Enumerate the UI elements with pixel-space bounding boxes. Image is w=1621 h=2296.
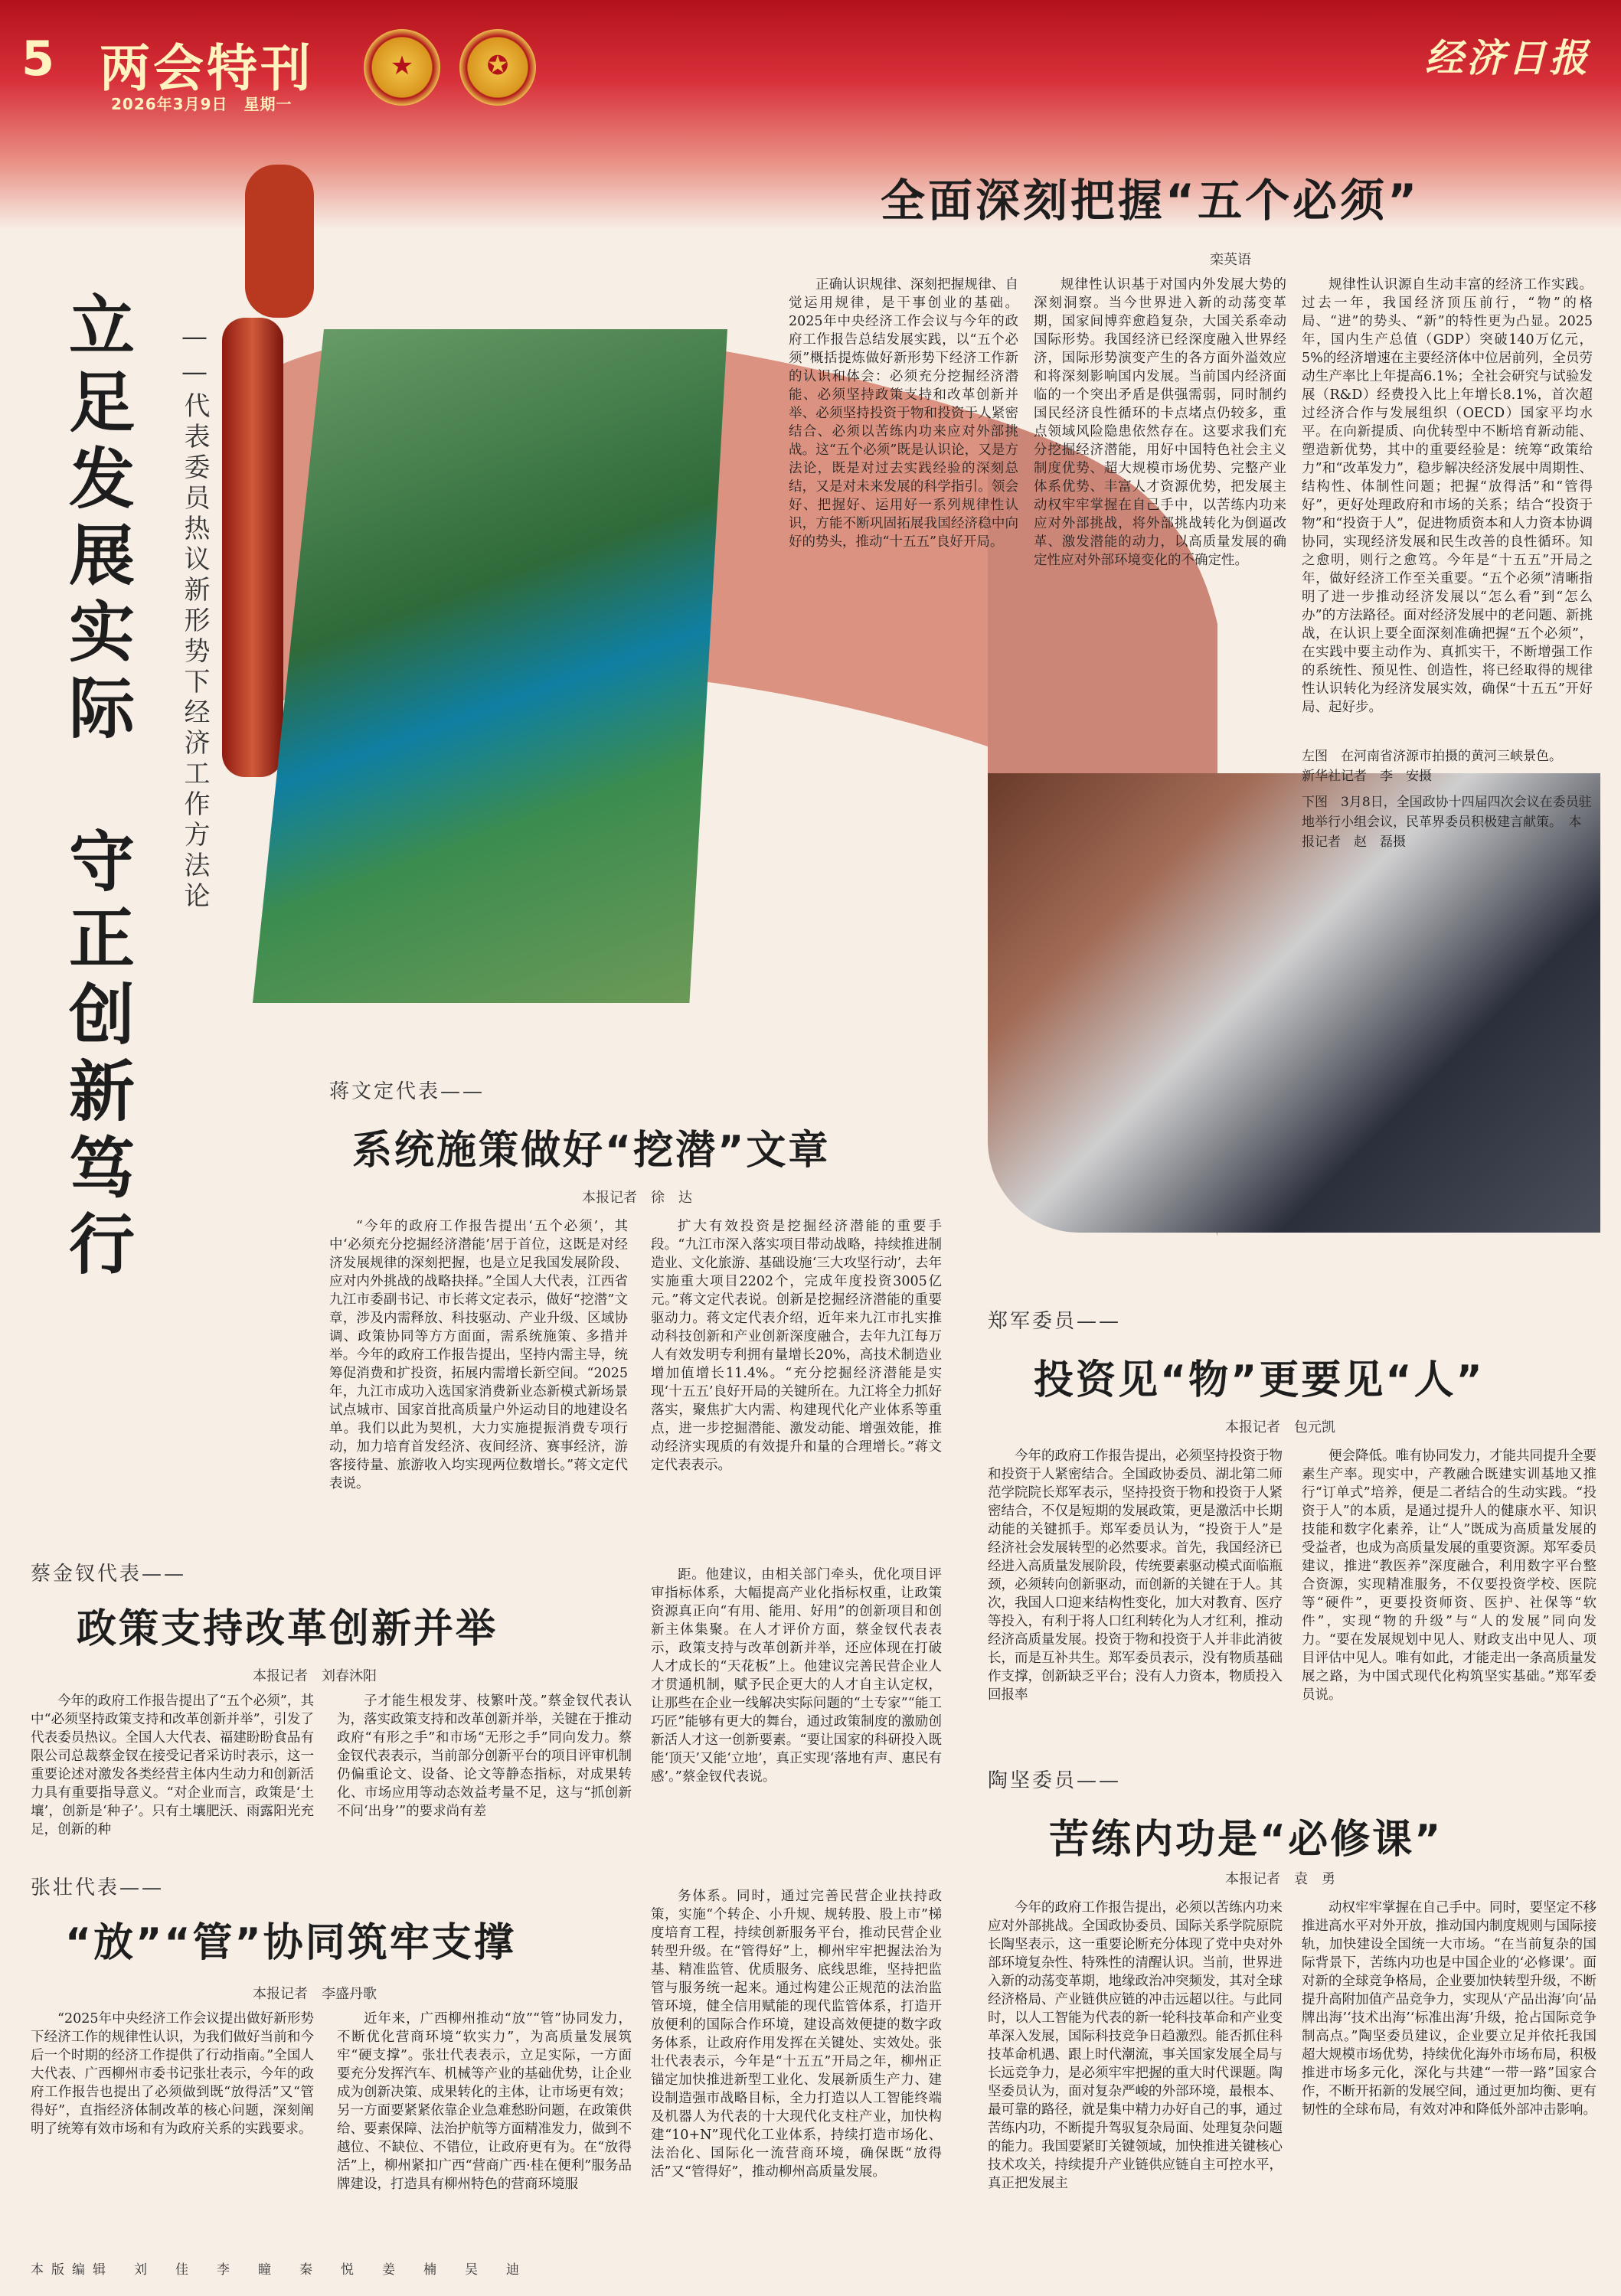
story5-col2: 近年来，广西柳州推动“放”“管”协同发力，不断优化营商环境“软实力”，为高质量发展筑牢“硬支撑”。张壮代表表示，立足实际，一方面要充分发挥汽车、机械等产业的基础优势，让企业成为创新决策、成果转化的主体，让市场更有效；另一方面要紧紧依靠企业急难愁盼问题，在政策供给、要素保障、法治护航等方面精准发力，做到不越位、不缺位、不错位，让政府更有为。在“放得活”上，柳州紧扣广西“营商广西·桂在便利”服务品牌建设，打造具有柳州特色的营商环境服	[337, 2011, 632, 2192]
main-article-author: 栾英语	[1210, 252, 1251, 268]
story5-label: 张壮代表——	[31, 1876, 165, 1899]
story5-col1: “2025年中央经济工作会议提出做好新形势下经济工作的规律性认识，为我们做好当前和今后一个时期的经济工作提供了行动指南。”全国人大代表、广西柳州市委书记张壮表示，今年的政府工作报告也提出了必须做到既“放得活”又“管得好”，直指经济体制改革的核心问题，深刻阐明了统筹有效市场和有为政府关系的实践要求。	[31, 2011, 314, 2137]
story1-title: 系统施策做好“挖潜”文章	[352, 1128, 831, 1174]
story2-label: 郑军委员——	[988, 1310, 1122, 1333]
lead-headline: 立足发展实际 守正创新笃行	[57, 291, 134, 1286]
story3-col3: 距。他建议，由相关部门牵头，优化项目评审指标体系，大幅提高产业化指标权重，让政策资源真正向“有用、能用、好用”的创新项目和创新主体集聚。在人才评价方面，蔡金钗代表表示，政策支持与改革创新并举，还应体现在打破人才成长的“天花板”上。他建议完善民营企业人才贯通机制，赋予民企更大的人才自主认定权，让那些在企业一线解决实际问题的“土专家”“能工巧匠”能够有更大的舞台，通过政策制度的激励创新活人才这一创新要素。“要让国家的科研投入既能‘顶天’又能‘立地’，真正实现‘落地有声、惠民有感’。”蔡金钗代表说。	[651, 1567, 942, 1785]
national-emblem-icon: ★	[364, 29, 440, 106]
photo-caption-left: 左图 在河南省济源市拍摄的黄河三峡景色。 新华社记者 李 安摄	[1302, 749, 1582, 784]
story4-byline: 本报记者 袁 勇	[1225, 1871, 1335, 1887]
story1-col2: 扩大有效投资是挖掘经济潜能的重要手段。“九江市深入落实项目带动战略，持续推进制造业、文化旅游、基础设施‘三大攻坚行动’，去年实施重大项目2202个，完成年度投资3005亿元。”蒋文定代表说。创新是挖掘经济潜能的重要驱动力。蒋文定代表介绍，近年来九江市扎实推动科技创新和产业创新深度融合，去年九江每万人有效发明专利拥有量增长20%，高技术制造业增加值增长11.4%。“充分挖掘经济潜能是实现‘十五五’良好开局的关键所在。九江将全力抓好落实，聚焦扩大内需、构建现代化产业体系等重点，进一步挖掘潜能、激发动能、增强效能，推动经济实现质的有效提升和量的合理增长。”蒋文定代表表示。	[651, 1219, 942, 1473]
cppcc-emblem-icon: ✪	[459, 29, 536, 106]
story3-byline: 本报记者 刘春沐阳	[253, 1668, 377, 1684]
story2-col1: 今年的政府工作报告提出，必须坚持投资于物和投资于人紧密结合。全国政协委员、湖北第二师范学院院长郑军表示，坚持投资于物和投资于人紧密结合，不仅是短期的发展政策，更是激活中长期动能的关键抓手。郑军委员认为，“投资于人”是经济社会发展转型的必然要求。首先，我国经济已经进入高质量发展阶段，传统要素驱动模式面临瓶颈，必须转向创新驱动，而创新的关键在于人。其次，我国人口迎来结构性变化，加大对教育、医疗等投入，有利于将人口红利转化为人才红利，推动经济高质量发展。投资于物和投资于人并非此消彼长，而是互补共生。郑军委员表示，没有物质基础作支撑，创新缺乏平台；没有人力资本，物质投入回报率	[988, 1448, 1283, 1703]
story4-col1: 今年的政府工作报告提出，必须以苦练内功来应对外部挑战。全国政协委员、国际关系学院原院长陶坚表示，这一重要论断充分体现了党中央对外部环境复杂性、特殊性的清醒认识。当前，世界进入新的动荡变革期，地缘政治冲突频发，其对全球经济格局、产业链供应链的冲击远超以往。与此同时，以人工智能为代表的新一轮科技革命和产业变革深入发展，国际科技竞争日趋激烈。能否抓住科技革命机遇、跟上时代潮流，事关国家发展全局与长远竞争力，是必须牢牢把握的重大时代课题。陶坚委员认为，面对复杂严峻的外部环境，最根本、最可靠的路径，就是集中精力办好自己的事，通过苦练内功，不断提升驾驭复杂局面、处理复杂问题的能力。我国要紧盯关键领域，加快推进关键核心技术攻关，持续提升产业链供应链自主可控水平，真正把发展主	[988, 1900, 1283, 2191]
photo-caption-right: 下图 3月8日，全国政协十四届四次会议在委员驻地举行小组会议，民革界委员积极建言献策。 本报记者 赵 磊摄	[1302, 795, 1592, 850]
story3-col1: 今年的政府工作报告提出了“五个必须”，其中“必须坚持政策支持和改革创新并举”，引发了代表委员热议。全国人大代表、福建盼盼食品有限公司总裁蔡金钗在接受记者采访时表示，这一重要论述对激发各类经营主体内生动力和创新活力具有重要指导意义。“对企业而言，政策是‘土壤’，创新是‘种子’。只有土壤肥沃、雨露阳光充足，创新的种	[31, 1693, 314, 1837]
story4-title: 苦练内功是“必修课”	[1049, 1817, 1443, 1863]
story2-title: 投资见“物”更要见“人”	[1034, 1357, 1485, 1403]
story2-col2: 便会降低。唯有协同发力，才能共同提升全要素生产率。现实中，产教融合既建实训基地又推行“订单式”培养，便是二者结合的生动实践。“投资于人”的本质，是通过提升人的健康水平、知识技能和数字化素养，让“人”既成为高质量发展的受益者，也成为高质量发展的重要资源。郑军委员建议，推进“教医养”深度融合，利用数字平台整合资源，实现精准服务，不仅要投资学校、医院等“硬件”，更要投资师资、医护、社保等“软件”，实现“物的升级”与“人的发展”同向发力。“要在发展规划中见人、财政支出中见人、项目评估中见人。唯有如此，才能走出一条高质量发展之路，为中国式现代化构筑坚实基础。”郑军委员说。	[1302, 1448, 1596, 1703]
main-article-col1: 正确认识规律、深刻把握规律、自觉运用规律，是干事创业的基础。2025年中央经济工作会议与今年的政府工作报告总结发展实践，以“五个必须”概括提炼做好新形势下经济工作新的认识和体会：必须充分挖掘经济潜能、必须坚持政策支持和改革创新并举、必须坚持投资于物和投资于人紧密结合、必须以苦练内功来应对外部挑战。这“五个必须”既是认识论，又是方法论，既是对过去实践经验的深刻总结，又是对未来发展的科学指引。领会好、把握好、运用好一系列规律性认识，方能不断巩固拓展我国经济稳中向好的势头，推动“十五五”良好开局。	[789, 277, 1018, 550]
story2-byline: 本报记者 包元凯	[1225, 1419, 1335, 1435]
story3-label: 蔡金钗代表——	[31, 1563, 187, 1586]
story5-byline: 本报记者 李盛丹歌	[253, 1986, 377, 2002]
story1-byline: 本报记者 徐 达	[582, 1190, 692, 1206]
story3-col2: 子才能生根发芽、枝繁叶茂。”蔡金钗代表认为，落实政策支持和改革创新并举，关键在于推动政府“有形之手”和市场“无形之手”同向发力。蔡金钗代表表示，当前部分创新平台的项目评审机制仍偏重论文、设备、论文等静态指标，对成果转化、市场应用等动态效益考量不足，这与“抓创新不问‘出身’”的要求尚有差	[337, 1693, 632, 1819]
main-article-col2: 规律性认识基于对国内外发展大势的深刻洞察。当今世界进入新的动荡变革期，国家间博弈愈趋复杂，大国关系牵动国际形势。我国经济已经深度融入世界经济，国际形势演变产生的各方面外溢效应和将深刻影响国内发展。当前国内经济面临的一个突出矛盾是供强需弱，同时制约国民经济良性循环的卡点堵点仍较多，重点领域风险隐患依然存在。这要求我们充分挖掘经济潜能，用好中国特色社会主义制度优势、超大规模市场优势、完整产业体系优势、丰富人才资源优势，把发展主动权牢牢掌握在自己手中，以苦练内功来应对外部挑战，将外部挑战转化为倒逼改革、激发潜能的动力，以高质量发展的确定性应对外部环境变化的不确定性。	[1034, 277, 1286, 568]
main-article-title: 全面深刻把握“五个必须”	[881, 175, 1420, 227]
section-title: 两会特刊	[100, 38, 314, 98]
page-number: 5	[21, 31, 55, 87]
story1-label: 蒋文定代表——	[329, 1080, 485, 1103]
story1-col1: “今年的政府工作报告提出‘五个必须’，其中‘必须充分挖掘经济潜能’居于首位，这既是对经济发展规律的深刻把握，也是立足我国发展阶段、应对内外挑战的战略抉择。”全国人大代表，江西省九江市委副书记、市长蒋文定表示，做好“挖潜”文章，涉及内需释放、科技驱动、产业升级、区域协调、政策协同等方方面面，需系统施策、多措并举。今年的政府工作报告提出，坚持内需主导，统筹促消费和扩投资，拓展内需增长新空间。“2025年，九江市成功入选国家消费新业态新模式新场景试点城市、国家首批高质量户外运动目的地建设名单。我们以此为契机，大力实施提振消费专项行动，加力培育首发经济、夜间经济、赛事经济，游客接待量、旅游收入均实现两位数增长。”蒋文定代表说。	[329, 1219, 628, 1491]
page-editors: 本版编辑 刘 佳 李 瞳 秦 悦 姜 楠 吴 迪	[31, 2262, 527, 2278]
story3-title: 政策支持改革创新并举	[77, 1606, 498, 1652]
issue-date: 2026年3月9日 星期一	[111, 95, 292, 113]
story5-title: “放”“管”协同筑牢支撑	[65, 1920, 516, 1966]
story4-label: 陶坚委员——	[988, 1769, 1122, 1792]
story5-col3: 务体系。同时，通过完善民营企业扶持政策，实施“个转企、小升规、规转股、股上市”梯度培育工程，持续创新服务平台，推动民营企业转型升级。在“管得好”上，柳州牢牢把握法治为基、精准监管、优质服务、底线思维，坚持把监管与服务统一起来。通过构建公正规范的法治监管环境，健全信用赋能的现代监管体系，打造开放便利的国际合作环境，建设高效便捷的数字政务体系，让政府作用发挥在关键处、实效处。张壮代表表示，今年是“十五五”开局之年，柳州正锚定加快推进新型工业化、发展新质生产力、建设制造强市战略目标，全力打造以人工智能终端及机器人为代表的十大现代化支柱产业，加快构建“10+N”现代化工业体系，持续打造市场化、法治化、国际化一流营商环境，确保既“放得活”又“管得好”，推动柳州高质量发展。	[651, 1889, 942, 2180]
photo-yellow-river-landscape	[253, 329, 727, 1003]
main-article-col3: 规律性认识源自生动丰富的经济工作实践。过去一年，我国经济顶压前行，“物”的格局、“进”的势头、“新”的特性更为凸显。2025年，国内生产总值（GDP）突破140万亿元，5%的经济增速在主要经济体中位居前列，全员劳动生产率比上年提高6.1%；全社会研究与试验发展（R&D）经费投入比上年增长8.1%，首次超过经济合作与发展组织（OECD）国家平均水平。在向新提质、向优转型中不断培育新动能、塑造新优势，其中的重要经验是：统筹“政策给力”和“改革发力”，稳步解决经济发展中周期性、结构性、体制性问题；把握“放得活”和“管得好”，更好处理政府和市场的关系；结合“投资于物”和“投资于人”，促进物质资本和人力资本协调协同，实现经济发展和民生改善的良性循环。知之愈明，则行之愈笃。今年是“十五五”开局之年，做好经济工作至关重要。“五个必须”清晰指明了进一步推动经济发展以“怎么看”到“怎么办”的方法路径。面对经济发展中的老问题、新挑战，在认识上要全面深刻准确把握“五个必须”，在实践中要主动作为、真抓实干，不断增强工作的系统性、预见性、创造性，将已经取得的规律性认识转化为经济发展实效，确保“十五五”开好局、起好步。	[1302, 277, 1593, 715]
story4-col2: 动权牢牢掌握在自己手中。同时，要坚定不移推进高水平对外开放，推动国内制度规则与国际接轨，加快建设全国统一大市场。“在当前复杂的国际背景下，苦练内功也是中国企业的‘必修课’。面对新的全球竞争格局，企业要加快转型升级，不断提升高附加值产品竞争力，实现从‘产品出海’向‘品牌出海’‘技术出海’‘标准出海’升级，抢占国际竞争制高点。”陶坚委员建议，企业要立足并依托我国超大规模市场优势，持续优化海外市场布局，积极推进市场多元化，深化与共建“一带一路”国家合作，不断开拓新的发展空间，通过更加均衡、更有韧性的全球布局，有效对冲和降低外部冲击影响。	[1302, 1900, 1596, 2118]
lead-subheadline: ——代表委员热议新形势下经济工作方法论	[179, 322, 210, 913]
masthead-logo: 经济日报	[1425, 35, 1590, 80]
